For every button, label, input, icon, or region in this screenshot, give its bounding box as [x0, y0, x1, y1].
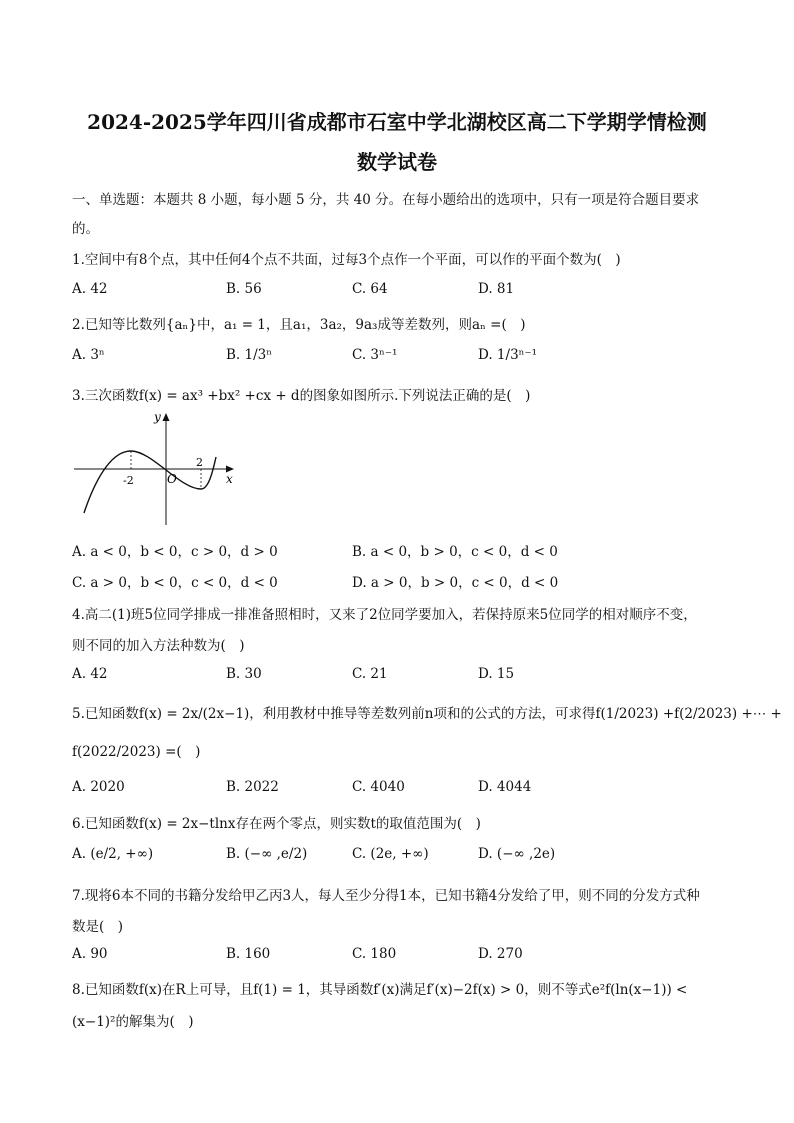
q3-option-d: D. a > 0，b > 0，c < 0，d < 0 [352, 575, 559, 591]
question-2: 2.已知等比数列{aₙ}中，a₁ = 1，且a₁，3a₂，9a₃成等差数列，则aₙ =( ) [72, 317, 526, 333]
y-axis-arrow [163, 413, 170, 421]
q4-option-c: C. 21 [352, 666, 388, 682]
question-3: 3.三次函数f(x) = ax³ +bx² +cx + d的图象如图所示.下列说法正确的是( ) [72, 388, 531, 404]
q1-option-d: D. 81 [478, 281, 515, 297]
q7-option-b: B. 160 [226, 946, 271, 962]
q2-option-c: C. 3ⁿ⁻¹ [352, 347, 398, 363]
question-4-cont: 则不同的加入方法种数为( ) [72, 638, 245, 654]
question-5-cont: f(2022/2023) =( ) [72, 744, 201, 760]
question-7: 7.现将6本不同的书籍分发给甲乙丙3人，每人至少分得1本，已知书籍4分发给了甲，则不同的分发方式种 [72, 888, 700, 904]
cubic-function-graph [70, 405, 240, 530]
q2-option-d: D. 1/3ⁿ⁻¹ [478, 347, 538, 363]
section-header: 一、单选题：本题共 8 小题，每小题 5 分，共 40 分。在每小题给出的选项中，只有一项是符合题目要求 [72, 192, 700, 208]
q7-option-a: A. 90 [72, 946, 108, 962]
q1-option-a: A. 42 [72, 281, 108, 297]
label-x: x [226, 472, 233, 486]
q5-option-c: C. 4040 [352, 779, 405, 795]
q6-option-b: B. (−∞ ,e/2) [226, 846, 308, 862]
question-4: 4.高二(1)班5位同学排成一排准备照相时，又来了2位同学要加入，若保持原来5位同学的相对顺序不变， [72, 607, 697, 623]
q5-option-b: B. 2022 [226, 779, 279, 795]
q4-option-d: D. 15 [478, 666, 515, 682]
q4-option-a: A. 42 [72, 666, 108, 682]
page-subtitle: 数学试卷 [357, 150, 437, 174]
q6-option-a: A. (e/2, +∞) [72, 846, 154, 862]
question-8-cont: (x−1)²的解集为( ) [72, 1014, 194, 1030]
q2-option-a: A. 3ⁿ [72, 347, 105, 363]
q6-option-d: D. (−∞ ,2e) [478, 846, 556, 862]
section-header-cont: 的。 [72, 221, 99, 237]
q3-option-c: C. a > 0，b < 0，c < 0，d < 0 [72, 575, 278, 591]
q7-option-c: C. 180 [352, 946, 397, 962]
label-neg2: -2 [123, 474, 134, 487]
question-5: 5.已知函数f(x) = 2x/(2x−1)，利用教材中推导等差数列前n项和的公式的方法，可求得f(1/2023) +f(2/2023) +⋯ + [72, 706, 782, 722]
q7-option-d: D. 270 [478, 946, 523, 962]
question-8: 8.已知函数f(x)在R上可导，且f(1) = 1，其导函数f′(x)满足f′(x)−2f(x) > 0，则不等式e²f(ln(x−1)) < [72, 982, 688, 998]
q5-option-d: D. 4044 [478, 779, 532, 795]
q2-option-b: B. 1/3ⁿ [226, 347, 273, 363]
page-title: 2024-2025学年四川省成都市石室中学北湖校区高二下学期学情检测 [87, 110, 707, 134]
q1-option-c: C. 64 [352, 281, 388, 297]
q6-option-c: C. (2e, +∞) [352, 846, 429, 862]
q5-option-a: A. 2020 [72, 779, 125, 795]
question-7-cont: 数是( ) [72, 919, 124, 935]
q1-option-b: B. 56 [226, 281, 262, 297]
label-y: y [154, 410, 161, 424]
question-6: 6.已知函数f(x) = 2x−tlnx存在两个零点，则实数t的取值范围为( ) [72, 816, 481, 832]
question-1: 1.空间中有8个点，其中任何4个点不共面，过每3个点作一个平面，可以作的平面个数为( ) [72, 252, 621, 268]
q3-option-a: A. a < 0，b < 0，c > 0，d > 0 [72, 544, 278, 560]
label-pos2: 2 [196, 456, 203, 469]
q4-option-b: B. 30 [226, 666, 262, 682]
label-origin: O [167, 472, 177, 486]
q3-option-b: B. a < 0，b > 0，c < 0，d < 0 [352, 544, 558, 560]
